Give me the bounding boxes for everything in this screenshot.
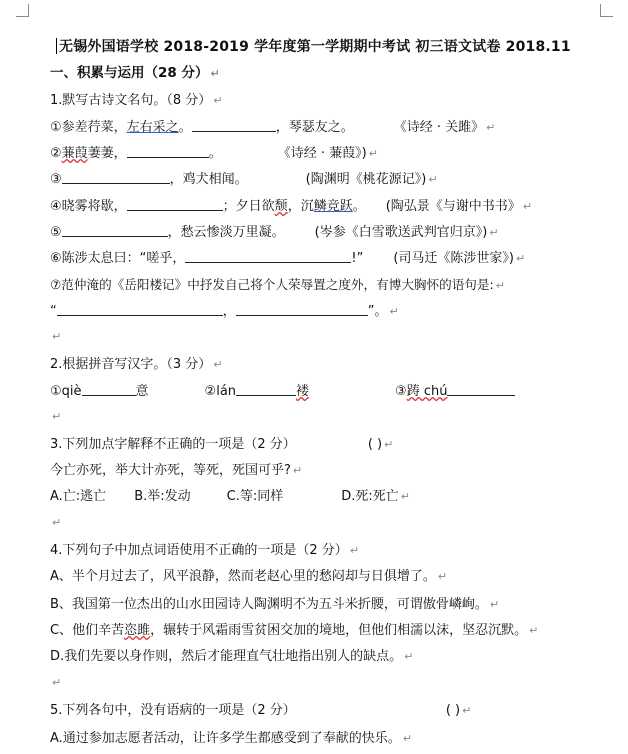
empty-paragraph <box>50 514 61 532</box>
item-text: ，愁云惨淡万里凝。 <box>167 225 285 240</box>
empty-paragraph <box>50 674 61 692</box>
q4-option-d[interactable] <box>50 648 413 666</box>
title-text: 无锡外国语学校 2018-2019 学年度第一学期期中考试 初三语文试卷 2018.11 <box>59 39 571 55</box>
item-text: ，鸡犬相闻。 <box>169 172 248 187</box>
item-text: ④晓雾将歇， <box>50 199 127 214</box>
paragraph-mark-icon: ↵ <box>213 94 223 107</box>
paragraph-mark-icon: ↵ <box>213 358 223 371</box>
paragraph-mark-icon: ↵ <box>462 704 472 717</box>
question-4-heading <box>50 542 359 560</box>
question-text: 3.下列加点字解释不正确的一项是（2 分） <box>50 437 296 452</box>
source-text: (陶渊明《桃花源记》) <box>305 172 427 187</box>
answer-parentheses[interactable]: ( ) <box>445 703 461 718</box>
item-text: 。 <box>208 146 222 161</box>
answer-blank[interactable] <box>57 302 223 316</box>
spell-marked-text: 颓 <box>274 199 288 214</box>
item-text: “ <box>50 304 57 319</box>
underlined-text: 左右采之 <box>126 120 179 135</box>
question-3-heading <box>50 436 393 454</box>
source-text: 《诗经 · 蒹葭》) <box>277 146 367 161</box>
item-text: ；夕日欲 <box>222 199 275 214</box>
source-text: (司马迁《陈涉世家》) <box>393 251 514 266</box>
paragraph-mark-icon: ↵ <box>52 516 62 529</box>
spell-marked-text: 踌 chú <box>406 384 448 399</box>
paragraph-mark-icon: ↵ <box>52 676 62 689</box>
answer-blank[interactable] <box>82 382 136 396</box>
q1-item-1 <box>50 118 495 137</box>
paragraph-mark-icon: ↵ <box>52 330 62 343</box>
question-text: 4.下列句子中加点词语使用不正确的一项是（2 分） <box>50 543 348 558</box>
paragraph-mark-icon: ↵ <box>522 200 533 213</box>
item-text: ”。 <box>367 304 388 319</box>
option-b[interactable]: B.举:发动 <box>134 489 191 504</box>
item-text: 。 <box>178 120 192 135</box>
question-text: 1.默写古诗文名句。（8 分） <box>50 93 212 108</box>
question-5-heading <box>50 702 471 720</box>
q1-item-6 <box>50 249 525 268</box>
paragraph-mark-icon: ↵ <box>404 650 414 663</box>
item-text: ，琴瑟友之。 <box>275 120 354 135</box>
option-a[interactable]: A.通过参加志愿者活动，让许多学生都感受到了奉献的快乐。 <box>50 731 401 746</box>
q1-item-4 <box>50 197 532 216</box>
item-text: !” <box>351 251 364 266</box>
option-c[interactable]: C、他们辛苦 <box>50 623 125 638</box>
answer-blank[interactable] <box>236 302 368 316</box>
paragraph-mark-icon: ↵ <box>368 147 378 160</box>
item-text: 意 <box>135 384 149 399</box>
item-text: ③ <box>395 384 407 399</box>
q1-item-5 <box>50 223 499 242</box>
item-text: 。 <box>352 199 366 214</box>
paragraph-mark-icon: ↵ <box>437 570 448 583</box>
option-a[interactable]: A.亡:逃亡 <box>50 489 107 504</box>
answer-blank[interactable] <box>62 170 170 184</box>
empty-paragraph <box>50 328 61 346</box>
q1-item-2 <box>50 144 378 163</box>
paragraph-mark-icon: ↵ <box>486 121 496 134</box>
item-text: ，沉 <box>287 199 314 214</box>
spell-marked-text: 恣雎 <box>124 623 151 638</box>
answer-blank[interactable] <box>447 382 515 396</box>
q1-item-7 <box>50 276 505 295</box>
option-c-text: ，辗转于风霜雨雪贫困交加的境地，但他们相濡以沫，坚忍沉默。 <box>150 623 528 638</box>
spell-marked-text: 褛 <box>296 384 310 399</box>
section-heading-text: 一、积累与运用（28 分） <box>50 65 209 81</box>
paragraph-mark-icon: ↵ <box>529 624 539 637</box>
paragraph-mark-icon: ↵ <box>489 226 499 239</box>
answer-blank[interactable] <box>192 118 276 132</box>
q4-option-c[interactable] <box>50 622 538 640</box>
item-text: ⑤ <box>50 225 62 240</box>
item-text: ② <box>50 146 62 161</box>
paragraph-mark-icon: ↵ <box>428 173 438 186</box>
option-d[interactable]: D.我们先要以身作则，然后才能理直气壮地指出别人的缺点。 <box>50 649 403 664</box>
option-d[interactable]: D.死:死亡 <box>341 489 399 504</box>
q3-quote <box>50 462 302 480</box>
item-text: ②lán <box>204 384 237 399</box>
answer-blank[interactable] <box>127 197 223 211</box>
paragraph-mark-icon: ↵ <box>495 279 505 292</box>
paragraph-mark-icon: ↵ <box>292 464 303 477</box>
exam-title <box>56 36 571 56</box>
paragraph-mark-icon: ↵ <box>384 438 394 451</box>
question-1-heading <box>50 92 223 110</box>
item-text: ①qiè <box>50 384 82 399</box>
q5-option-a[interactable] <box>50 730 412 748</box>
question-2-heading <box>50 356 223 374</box>
item-text: ， <box>222 304 236 319</box>
q3-options <box>50 488 410 506</box>
q2-items <box>50 382 515 401</box>
empty-paragraph <box>50 408 61 426</box>
paragraph-mark-icon: ↵ <box>210 67 220 80</box>
paragraph-mark-icon: ↵ <box>349 544 360 557</box>
source-text: (岑参《白雪歌送武判官归京》) <box>314 225 488 240</box>
text-cursor <box>56 38 57 54</box>
q1-item-7-answer <box>50 302 399 321</box>
answer-blank[interactable] <box>236 382 296 396</box>
option-a[interactable]: A、半个月过去了，风平浪静，然而老赵心里的愁闷却与日俱增了。 <box>50 569 436 584</box>
item-text: ③ <box>50 172 62 187</box>
section-heading <box>50 64 220 83</box>
item-text: 萋萋， <box>87 146 127 161</box>
answer-blank[interactable] <box>185 249 351 263</box>
source-text: (陶弘景《与谢中书书》 <box>385 199 521 214</box>
question-text: 2.根据拼音写汉字。（3 分） <box>50 357 212 372</box>
page-corner-mark <box>16 4 29 17</box>
answer-blank[interactable] <box>62 223 168 237</box>
page-corner-mark <box>600 4 613 17</box>
spell-marked-text: 蒹葭 <box>61 146 88 161</box>
paragraph-mark-icon: ↵ <box>402 732 413 745</box>
q1-item-3 <box>50 170 438 189</box>
item-text: ①参差荇菜， <box>50 120 127 135</box>
answer-parentheses[interactable]: ( ) <box>367 437 383 452</box>
paragraph-mark-icon: ↵ <box>400 490 410 503</box>
paragraph-mark-icon: ↵ <box>489 598 500 611</box>
underlined-text: 鳞竞跃 <box>313 199 353 214</box>
option-b[interactable]: B、我国第一位杰出的山水田园诗人陶渊明不为五斗米折腰，可谓傲骨嶙峋。 <box>50 597 488 612</box>
source-text: 《诗经 · 关雎》 <box>393 120 485 135</box>
paragraph-mark-icon: ↵ <box>52 410 62 423</box>
question-text: 5.下列各句中，没有语病的一项是（2 分） <box>50 703 296 718</box>
item-text: ⑦范仲淹的《岳阳楼记》中抒发自己将个人荣辱置之度外，有博大胸怀的语句是: <box>50 277 494 292</box>
paragraph-mark-icon: ↵ <box>516 252 526 265</box>
quote-text: 今亡亦死，举大计亦死，等死，死国可乎? <box>50 463 291 478</box>
item-text: ⑥陈涉太息曰：“嗟乎， <box>50 251 186 266</box>
answer-blank[interactable] <box>127 144 209 158</box>
paragraph-mark-icon: ↵ <box>389 305 399 318</box>
option-c[interactable]: C.等:同样 <box>226 489 284 504</box>
q4-option-a[interactable] <box>50 568 447 586</box>
q4-option-b[interactable] <box>50 596 499 614</box>
